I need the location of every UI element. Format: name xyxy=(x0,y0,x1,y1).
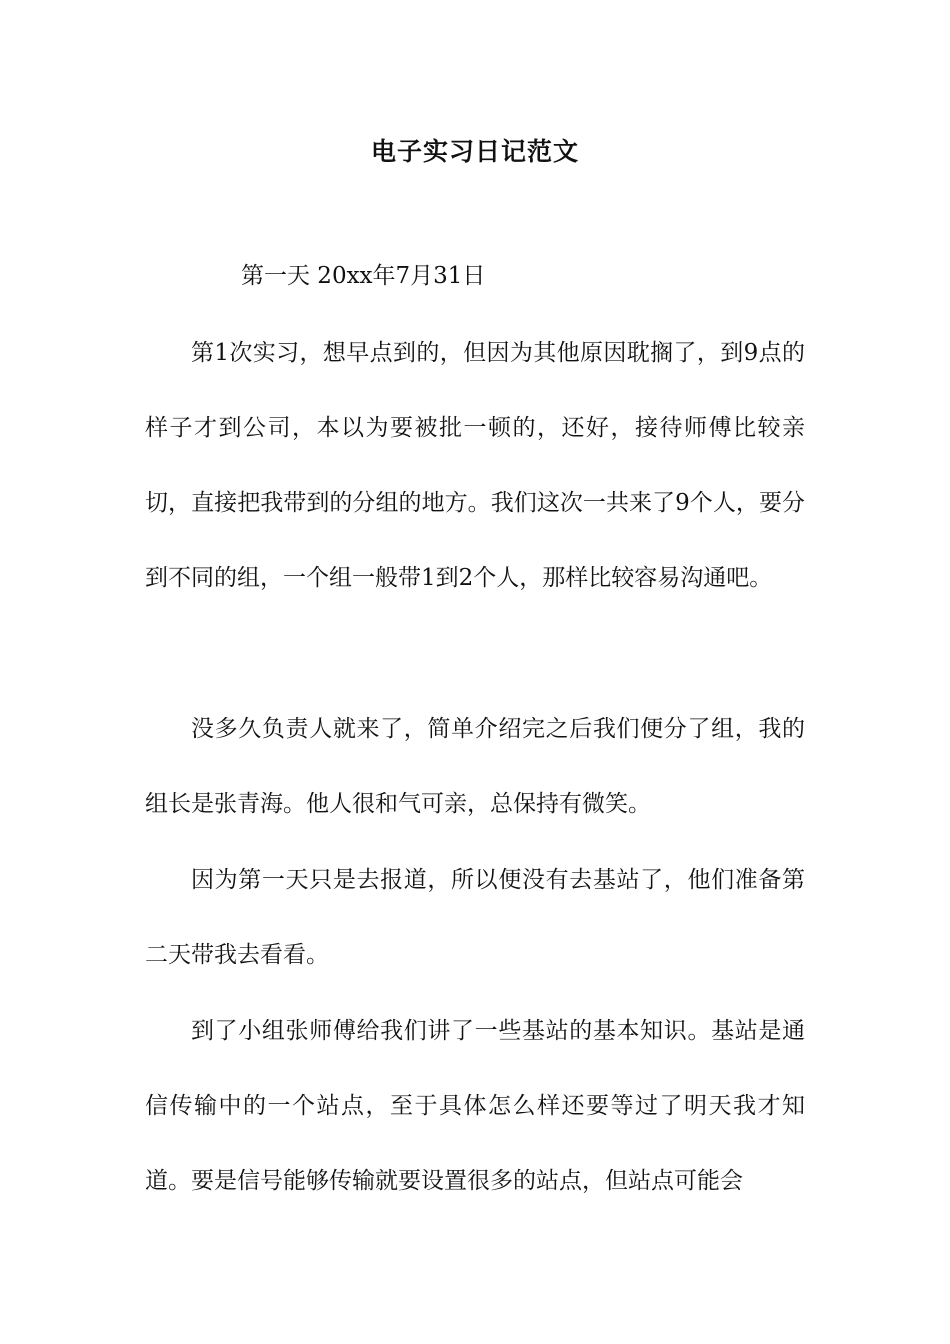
document-title: 电子实习日记范文 xyxy=(370,137,579,166)
paragraph-4: 到了小组张师傅给我们讲了一些基站的基本知识。基站是通信传输中的一个站点，至于具体怎么样还要等过了明天我才知道。要是信号能够传输就要设置很多的站点，但站点可能会 xyxy=(145,1018,805,1194)
paragraph-3: 因为第一天只是去报道，所以便没有去基站了，他们准备第二天带我去看看。 xyxy=(145,867,805,968)
paragraph-1: 第1次实习，想早点到的，但因为其他原因耽搁了，到9点的样子才到公司，本以为要被批一顿的，还好，接待师傅比较亲切，直接把我带到的分组的地方。我们这次一共来了9个人，要分到不同的组，一个组一般带1到2个人，那样比较容易沟通吧。 xyxy=(145,340,805,591)
diary-date-line: 第一天 20xx年7月31日 xyxy=(241,263,486,289)
paragraph-2: 没多久负责人就来了，简单介绍完之后我们便分了组，我的组长是张青海。他人很和气可亲，总保持有微笑。 xyxy=(145,716,805,817)
